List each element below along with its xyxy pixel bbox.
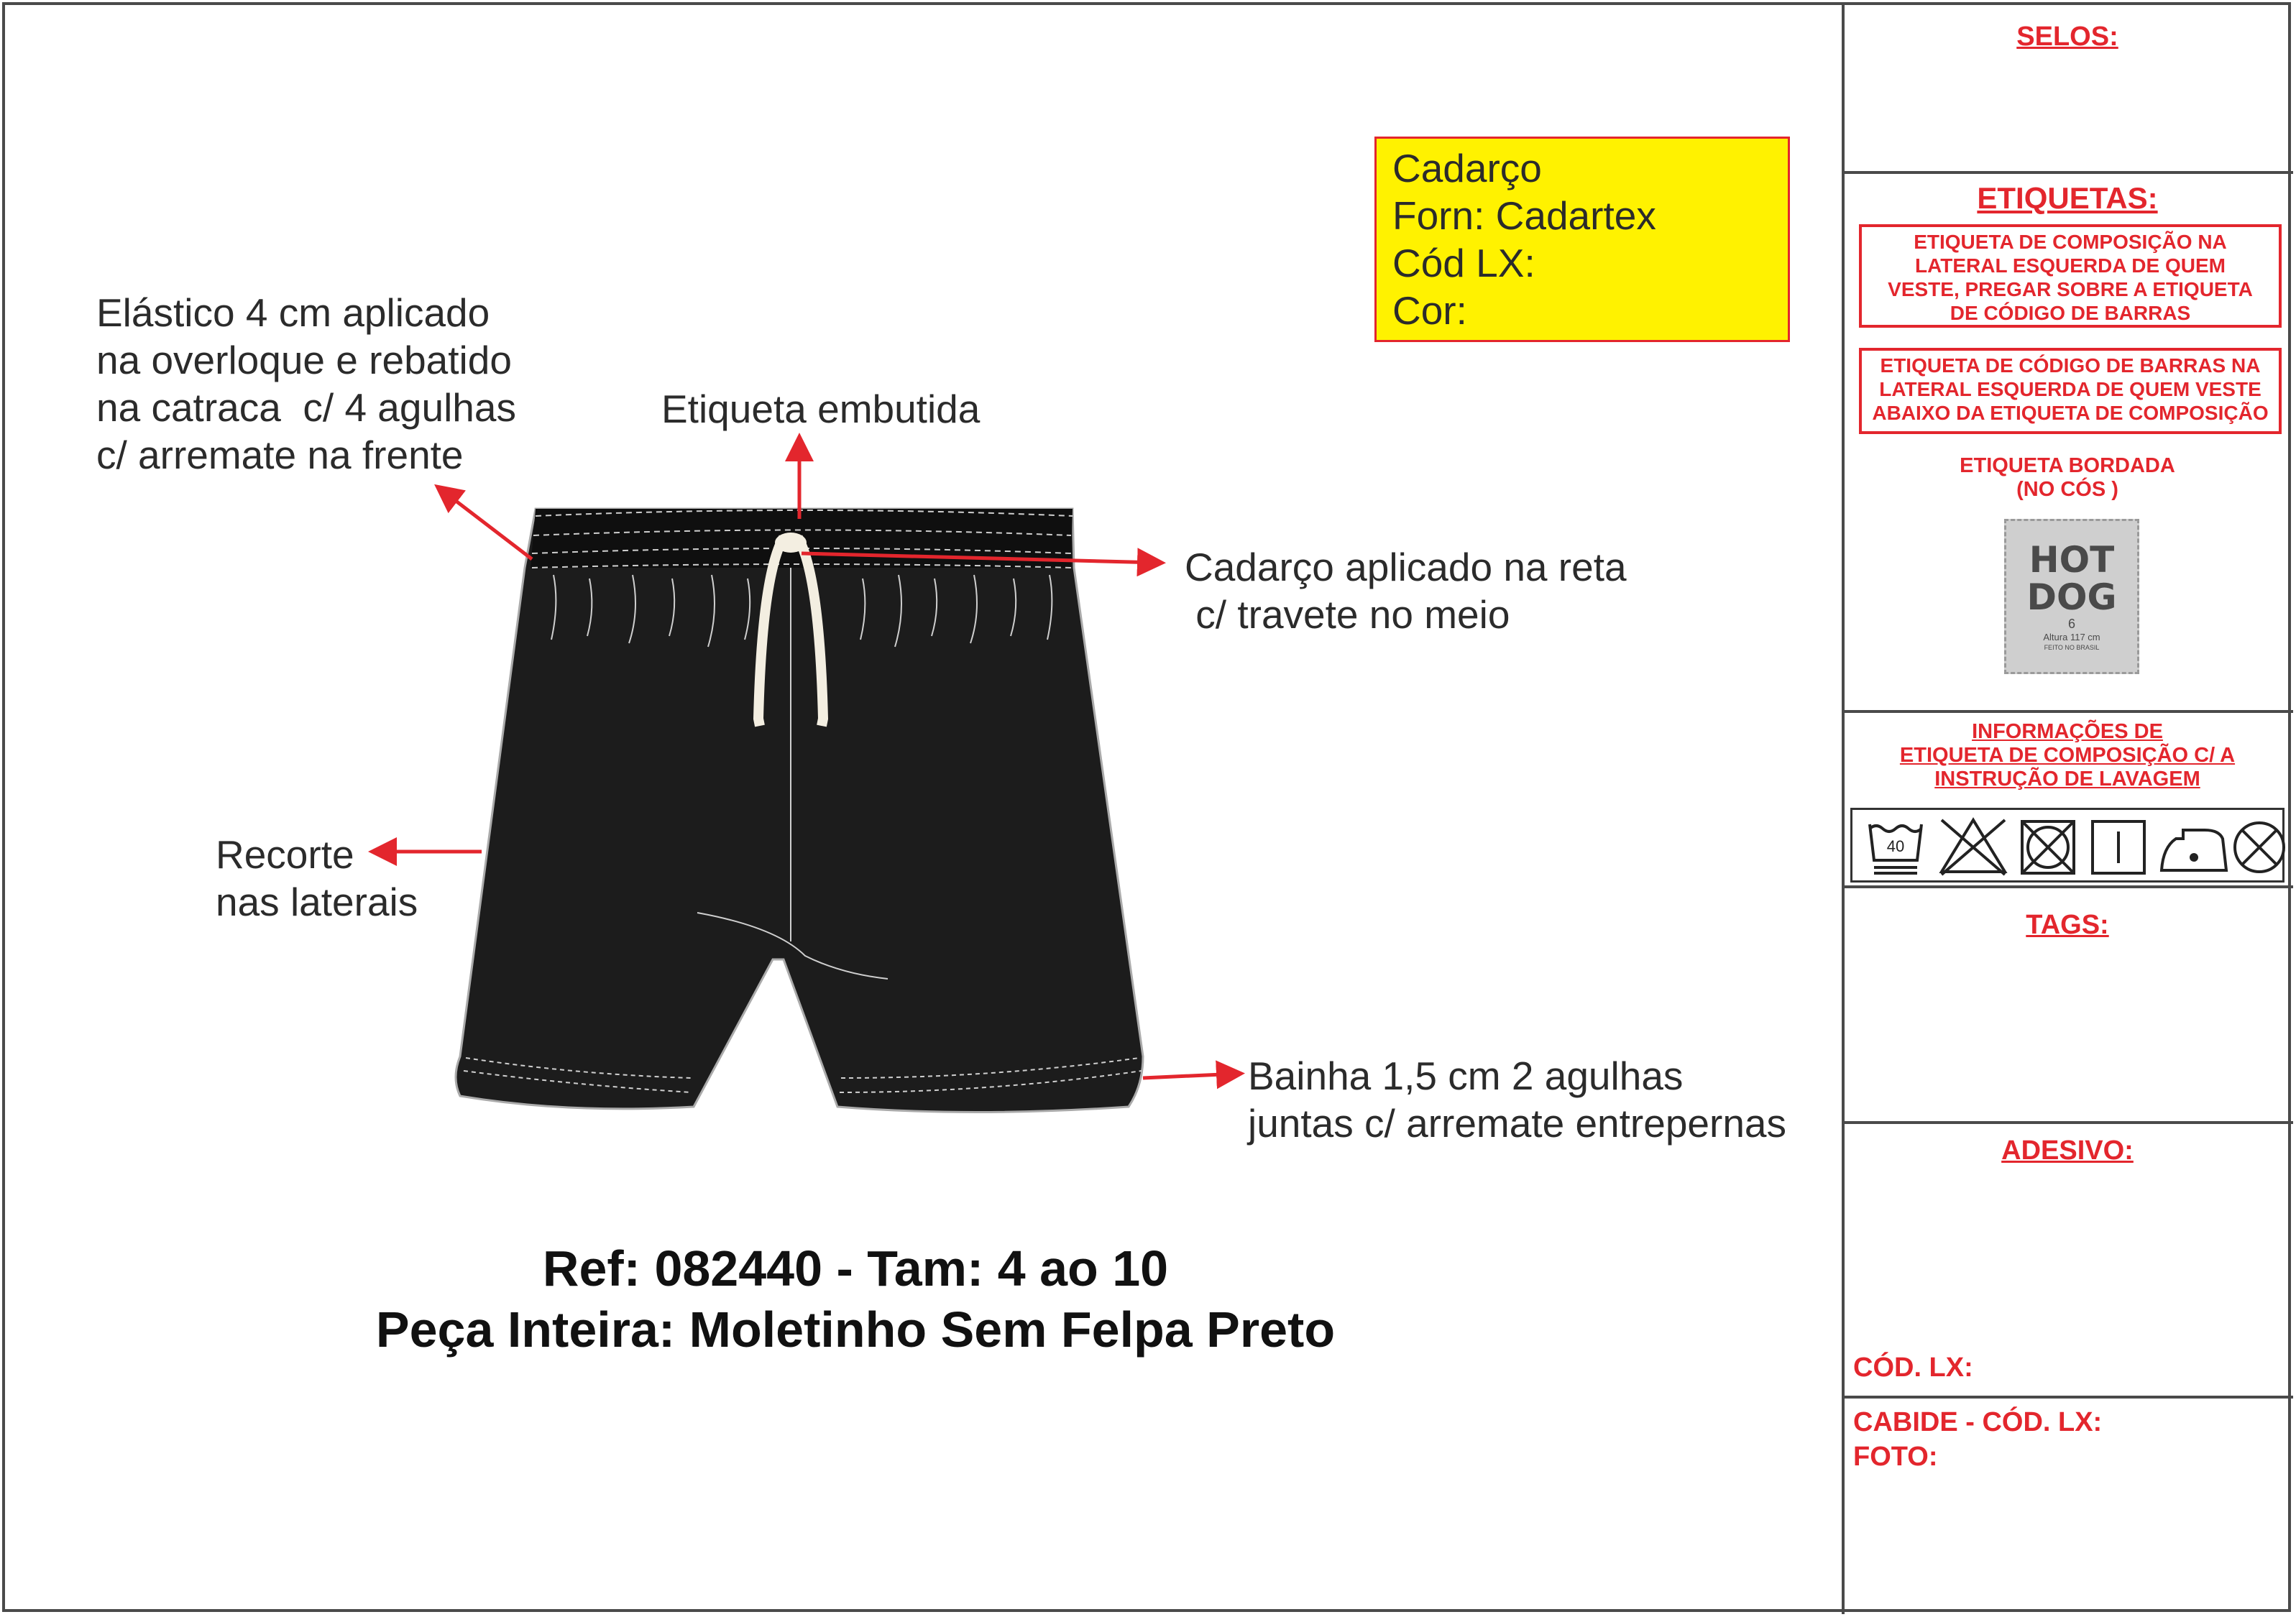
no-bleach-icon <box>1942 820 2005 875</box>
no-dry-clean-icon <box>2235 823 2284 872</box>
etiqueta-composicao-box: ETIQUETA DE COMPOSIÇÃO NA LATERAL ESQUERDA DE QUEM VESTE, PREGAR SOBRE A ETIQUETA DE CÓDIGO DE BARRAS <box>1859 224 2282 328</box>
etiquetas-title: ETIQUETAS: <box>1977 181 2158 215</box>
cod-lx-label: CÓD. LX: <box>1853 1353 1973 1383</box>
care-symbols-drawing <box>1852 810 2287 885</box>
no-tumble-dry-icon <box>2022 821 2074 873</box>
shorts-illustration <box>456 509 1143 1112</box>
tags-title: TAGS: <box>2026 910 2109 940</box>
label-brand-hot: HOT <box>2029 539 2115 581</box>
selos-title: SELOS: <box>2016 22 2118 52</box>
label-brand-dog: DOG <box>2026 576 2117 618</box>
callout-cadarco-aplicado: Cadarço aplicado na reta c/ travete no meio <box>1185 545 1627 637</box>
care-symbols <box>1850 808 2284 883</box>
cadarco-note <box>1374 137 1790 342</box>
cadarco-note-supplier: Forn: Cadartex <box>1392 193 1656 238</box>
callout-bainha: Bainha 1,5 cm 2 agulhas juntas c/ arremate entrepernas <box>1248 1054 1786 1146</box>
woven-label <box>2004 519 2139 674</box>
label-height: Altura 117 cm <box>2043 632 2100 642</box>
material-line: Peça Inteira: Moletinho Sem Felpa Preto <box>375 1302 1336 1358</box>
cadarco-note-title: Cadarço <box>1392 146 1542 190</box>
etiqueta-bordada-text: ETIQUETA BORDADA (NO CÓS ) <box>1960 454 2175 501</box>
line-dry-icon <box>2093 821 2144 873</box>
cabide-label: CABIDE - CÓD. LX: <box>1853 1407 2103 1437</box>
etiqueta-codigo-barras-box: ETIQUETA DE CÓDIGO DE BARRAS NA LATERAL ESQUERDA DE QUEM VESTE ABAIXO DA ETIQUETA DE COMPOSIÇÃO <box>1859 348 2282 434</box>
foto-label: FOTO: <box>1853 1442 1938 1472</box>
callout-elastico: Elástico 4 cm aplicado na overloque e rebatido na catraca c/ 4 agulhas c/ arremate na frente <box>96 290 516 477</box>
label-size: 6 <box>2067 617 2075 631</box>
cadarco-note-color: Cor: <box>1392 288 1467 333</box>
callout-etiqueta-embutida: Etiqueta embutida <box>661 387 981 431</box>
wash-40-icon <box>1870 824 1921 873</box>
cadarco-note-code: Cód LX: <box>1392 241 1535 285</box>
label-origin: FEITO NO BRASIL <box>2044 644 2100 651</box>
iron-low-icon <box>2162 830 2226 870</box>
callout-recorte: Recorte nas laterais <box>216 832 418 924</box>
informacoes-text: INFORMAÇÕES DE ETIQUETA DE COMPOSIÇÃO C/ A INSTRUÇÃO DE LAVAGEM <box>1899 720 2236 791</box>
adesivo-title: ADESIVO: <box>2001 1135 2134 1166</box>
reference-line: Ref: 082440 - Tam: 4 ao 10 <box>542 1240 1169 1296</box>
svg-text:40: 40 <box>1886 837 1905 855</box>
